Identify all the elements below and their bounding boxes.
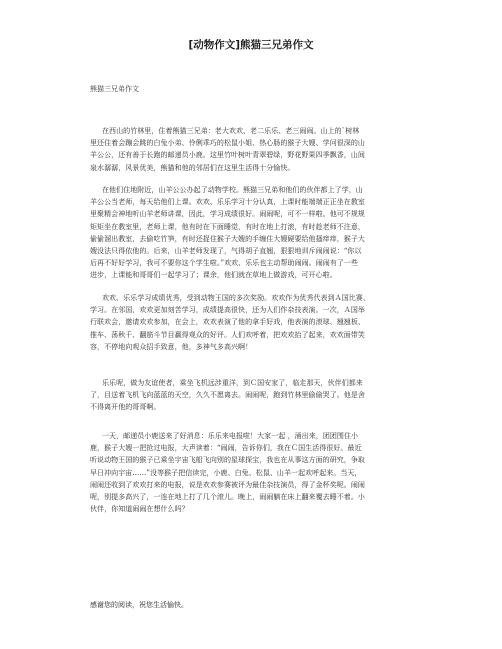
paragraph-line: 偷偷溜出教室，去偷吃竹笋，有时还捉住猴子大嫂的手缠住大嫂硬要给他搔痒痒，猴子大 bbox=[90, 234, 365, 243]
paragraph-line: 矩矩坐在教室里，老师上课，他有时在下面睡觉，有时在地上打滚，有时趁老师不注意， bbox=[90, 222, 365, 231]
paragraph-line: 早日冲向宇宙……”没等猴子把信读完，小鹿、白兔、松鼠、山羊一起欢呼起来。当天， bbox=[90, 468, 362, 477]
paragraph-line: 在西山的竹林里，住着熊猫三兄弟：老大欢欢、老二乐乐、老三闹闹。山上的`树林 bbox=[102, 127, 360, 135]
paragraph-line: 不得离开他的哥哥啊。 bbox=[90, 403, 161, 412]
paragraph-line: 一天，邮递员小鹿送来了好消息：乐乐来电报啦！大家一起 ，涌出来，团团围住小 bbox=[102, 432, 359, 440]
paragraph-line: 泉水潺潺，风景优美，熊猫和他的邻居们在这里生活得十分愉快。 bbox=[90, 163, 295, 172]
paragraph-line: 进步，上课能和哥哥们一起学习了；课余，他们就在草地上做游戏，可开心啦。 bbox=[90, 271, 337, 280]
paragraph-3 bbox=[90, 292, 412, 353]
paragraph-4 bbox=[90, 377, 412, 414]
paragraph-line: 欢欢、乐乐学习成绩优秀，受到动物王国的多次奖励。欢欢作为优秀代表到Ａ国比赛、 bbox=[102, 294, 370, 302]
document-subtitle: 熊猫三兄弟作文 bbox=[90, 85, 139, 93]
paragraph-5 bbox=[90, 430, 412, 515]
paragraph-line: 容，不停地向观众招手致意，他，多神气多高兴啊！ bbox=[90, 342, 253, 351]
document-title: [动物作文]熊猫三兄弟作文 bbox=[188, 39, 314, 51]
paragraph-line: 呢，别提多高兴了，一连在地上打了几个滚儿。晚上，闹闹躺在床上翻来覆去睡不着。小 bbox=[90, 493, 365, 502]
paragraph-line: 鹿，猴子大嫂一把抢过电报，大声读着：“闹闹，告诉你们，我在Ｃ国生活得很好。最近 bbox=[90, 444, 362, 453]
paragraph-line: 乐乐呢，做为友谊使者，乘坐飞机远涉重洋，到Ｃ国安家了，临走那天，伙伴们都来 bbox=[102, 379, 363, 387]
paragraph-line: 学习。在邻国，欢欢更加刻苦学习，成绩提高很快，还为人们作杂技表演。一次，Ａ国举 bbox=[90, 306, 365, 315]
paragraph-line: 里还住着会蹦会跳的白兔小弟、伶俐乖巧的松鼠小姐、热心肠的猴子大嫂、学问很深的山 bbox=[90, 139, 365, 148]
paragraph-1 bbox=[90, 125, 412, 174]
paragraph-line: 嫂没法只得依他的。后来，山羊老师发现了，气得胡子直翘，狠狠地训斥闹闹说：“你以 bbox=[90, 247, 362, 256]
closing-message: 感谢您的阅读，祝您生活愉快。 bbox=[90, 601, 188, 609]
paragraph-line: 听说动物王国的猴子已乘坐宇宙飞船飞向别的星球探宝，我也在从事这方面的研究，争取 bbox=[90, 456, 365, 465]
paragraph-line: 羊公公当老师，每天给他们上课。欢欢、乐乐学习十分认真，上课时能端端正正坐在教室 bbox=[90, 198, 365, 207]
paragraph-line: 在他们住地附近，山羊公公办起了动物学校。熊猫三兄弟和他们的伙伴都上了学，山 bbox=[102, 186, 363, 194]
paragraph-line: 闹闹还收到了欢欢打来的电报，说是欢欢参赛被评为最佳杂技演员，得了金杯奖呢。闹闹 bbox=[90, 480, 365, 489]
paragraph-line: 伙伴，你知道闹闹在想什么吗？ bbox=[90, 505, 189, 514]
paragraph-line: 行联欢会，邀请欢欢参加，在会上，欢欢表演了他的拿手好戏，他表演的滚球、翘翘板、 bbox=[90, 318, 365, 327]
paragraph-line: 后再不好好学习，我可不要你这个学生啦。”欢欢、乐乐也主动帮助闹闹。闹闹有了一些 bbox=[90, 259, 359, 268]
paragraph-line: 了，目送着飞机飞向蓝蓝的天空，久久不愿离去。闹闹呢，跑到竹林里偷偷哭了。他是舍 bbox=[90, 391, 365, 400]
paragraph-line: 羊公公，还有善于长跑的邮递员小鹿。这里竹叶树叶青翠碧绿，野花野果四季飘香，山间 bbox=[90, 151, 365, 160]
paragraph-line: 里聚精会神地听山羊老师讲课，因此，学习成绩很好。闹闹呢，可不一样啦。他可不规规 bbox=[90, 210, 365, 219]
paragraph-line: 推车、荡秋千、翻筋斗节目赢得观众的好评。人们欢呼着，把欢欢抬了起来，欢欢面带笑 bbox=[90, 330, 365, 339]
paragraph-2 bbox=[90, 184, 412, 282]
